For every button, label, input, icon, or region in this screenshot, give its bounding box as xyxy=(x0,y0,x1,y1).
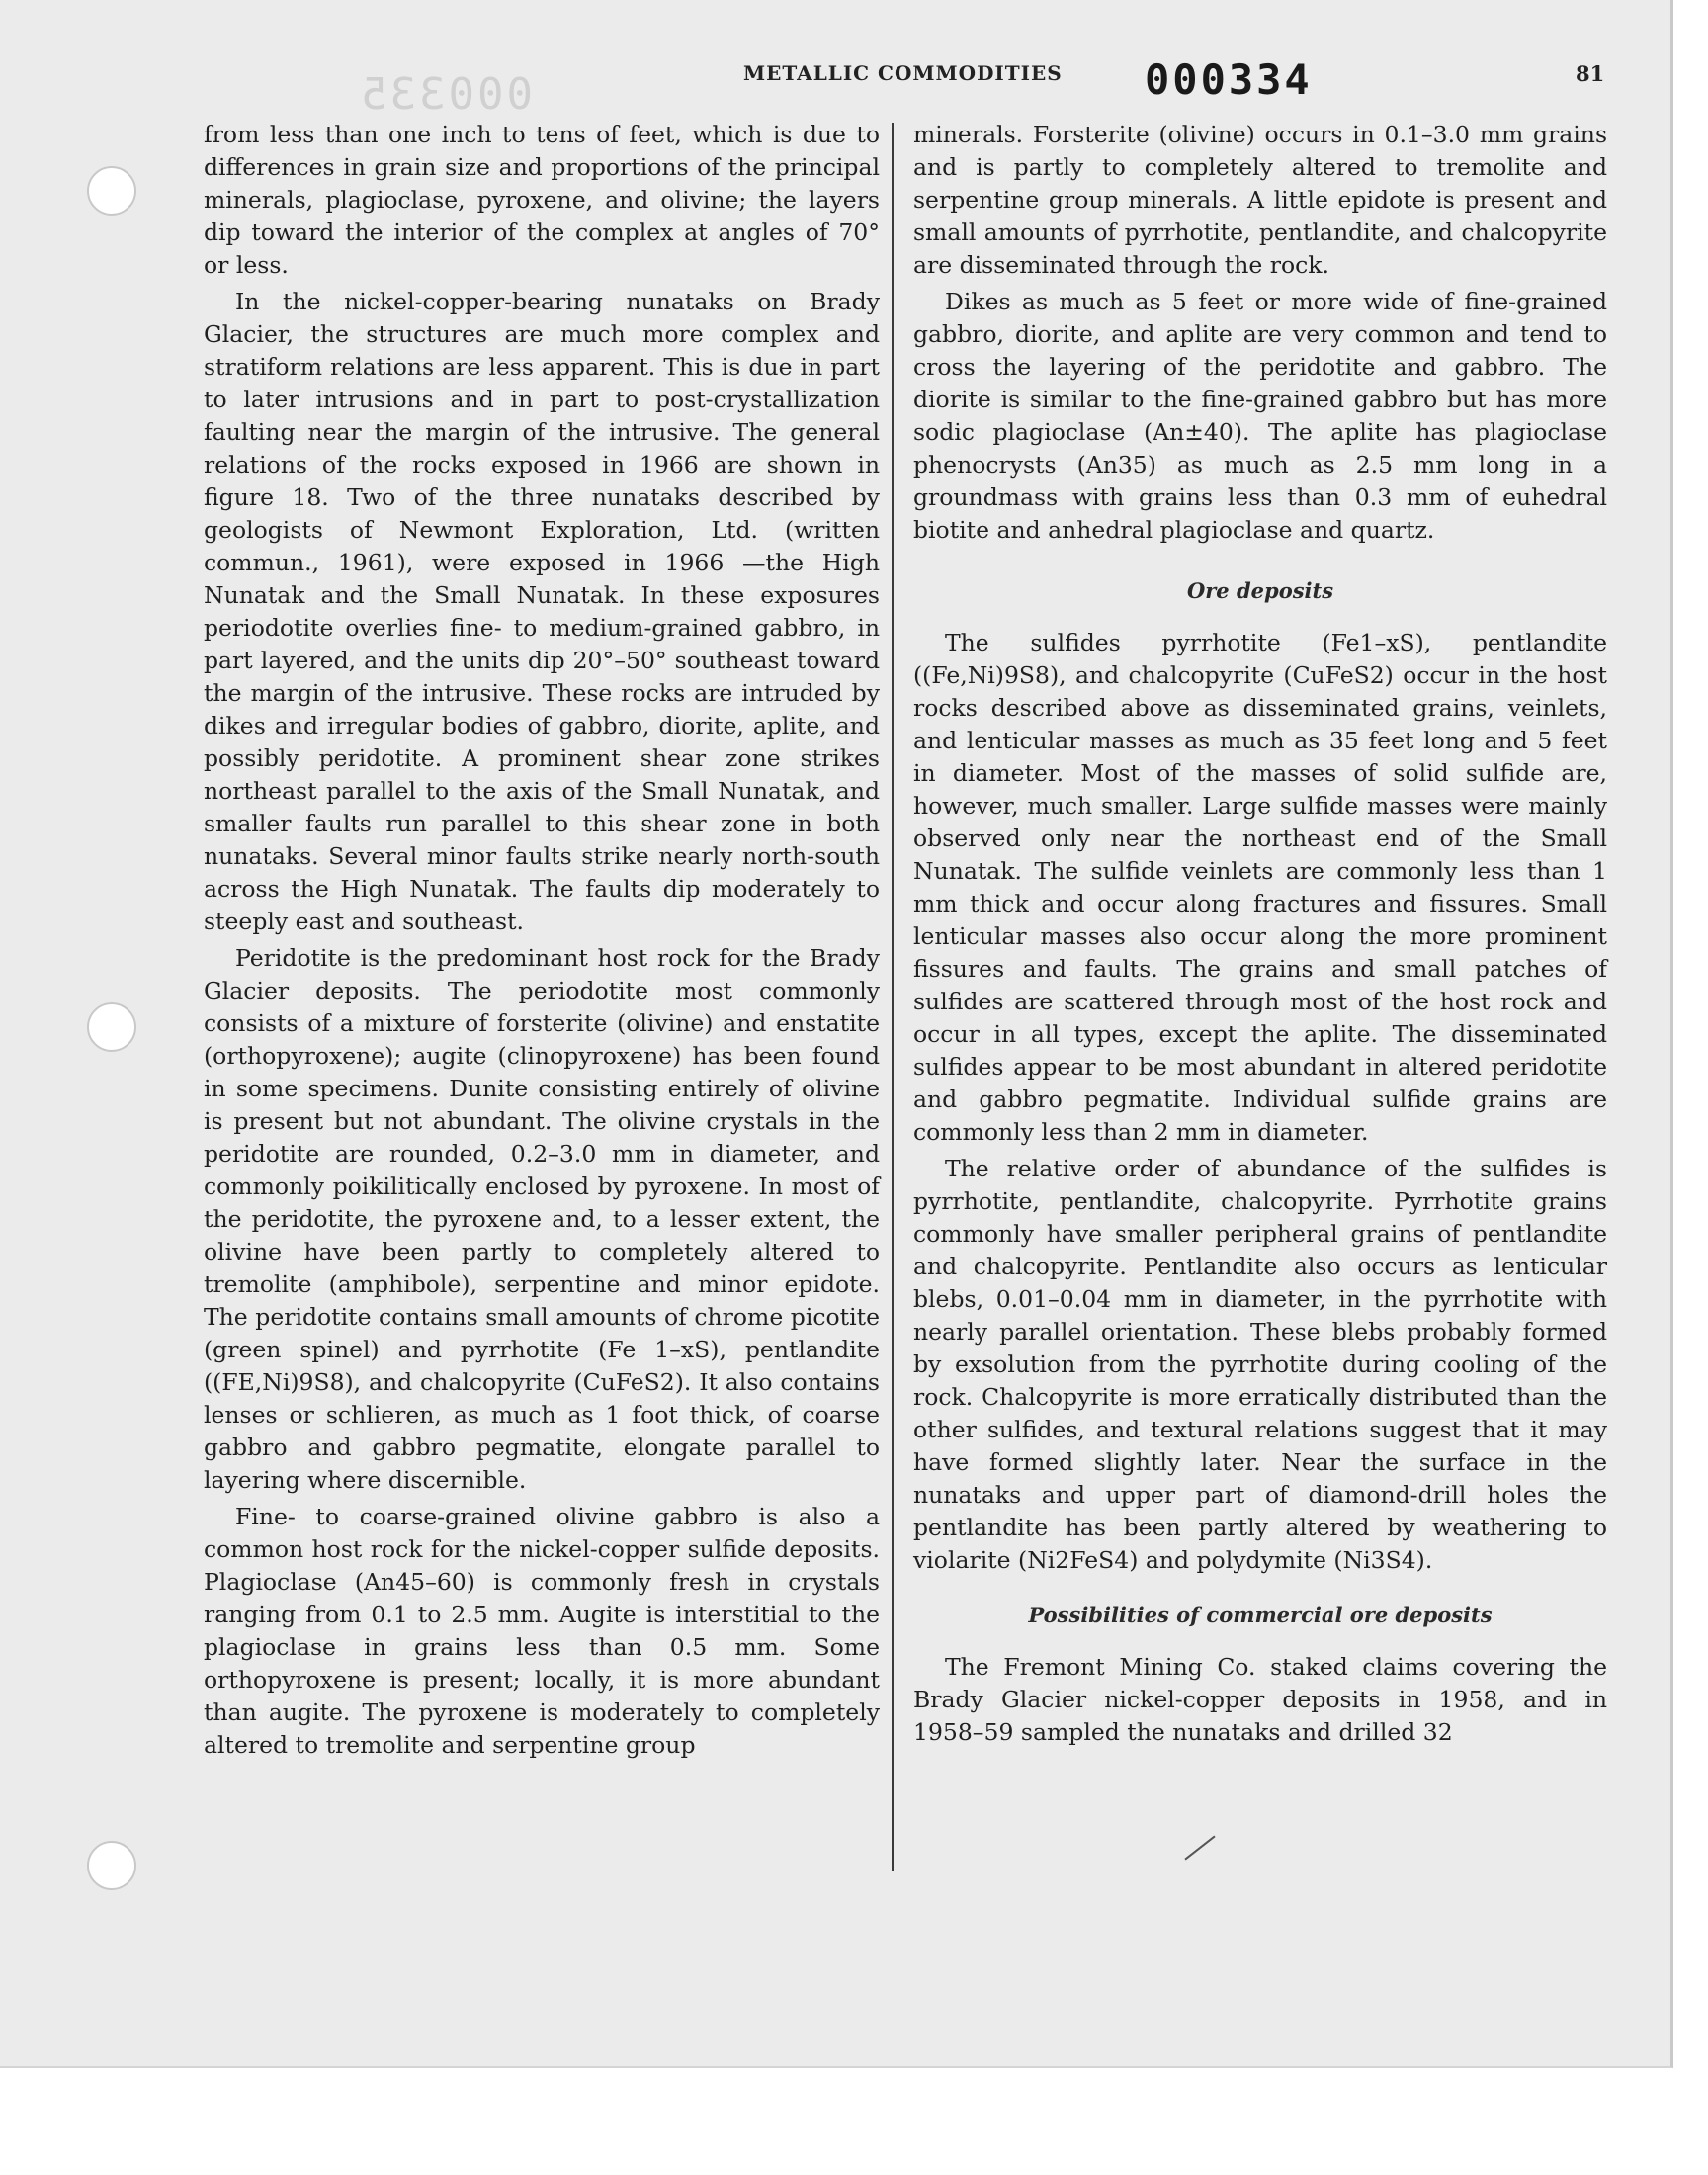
section-heading-ore-deposits: Ore deposits xyxy=(1186,578,1334,603)
document-stamp-number: 000334 xyxy=(1145,55,1313,104)
section-heading-possibilities: Possibilities of commercial ore deposits xyxy=(1028,1603,1493,1627)
page-number: 81 xyxy=(1576,61,1605,86)
paragraph: The relative order of abundance of the sulfides is pyrrhotite, pentlandite, chalcopyrite. Pyrrhotite grains commonly have smaller peripheral grains of pentlandite and chalcopyrite. Pentlandite also occurs as lenticular blebs, 0.01–0.04 mm in diameter, in the pyrrhotite with nearly parallel orientation. These blebs probably formed by exsolution from the pyrrhotite during cooling of the rock. Chalcopyrite is more erratically distributed than the other sulfides, and textural relations suggest that it may have formed slightly later. Near the surface in the nunataks and upper part of diamond-drill holes the pentlandite has been partly altered by weathering to violarite (Ni2FeS4) and polydymite (Ni3S4). xyxy=(913,1155,1607,1574)
paragraph: Dikes as much as 5 feet or more wide of fine-grained gabbro, diorite, and aplite are very common and tend to cross the layering of the peridotite and gabbro. The diorite is similar to the fine-grained gabbro but has more sodic plagioclase (An±40). The aplite has plagioclase phenocrysts (An35) as much as 2.5 mm long in a groundmass with grains less than 0.3 mm of euhedral biotite and anhedral plagioclase and quartz. xyxy=(913,288,1607,544)
paragraph: The Fremont Mining Co. staked claims covering the Brady Glacier nickel-copper deposits in 1958, and in 1958–59 sampled the nunataks and drilled 32 xyxy=(913,1653,1607,1746)
paragraph: from less than one inch to tens of feet, which is due to differences in grain size and proportions of the principal minerals, plagioclase, pyroxene, and olivine; the layers dip toward the interior of the complex at angles of 70° or less. xyxy=(204,121,880,279)
paragraph: The sulfides pyrrhotite (Fe1–xS), pentlandite ((Fe,Ni)9S8), and chalcopyrite (CuFeS2) occur in the host rocks described above as disseminated grains, veinlets, and lenticular masses as much as 35 feet long and 5 feet in diameter. Most of the masses of solid sulfide are, however, much smaller. Large sulfide masses were mainly observed only near the northeast end of the Small Nunatak. The sulfide veinlets are commonly less than 1 mm thick and occur along fractures and fissures. Small lenticular masses also occur along the more prominent fissures and faults. The grains and small patches of sulfides are scattered through most of the host rock and occur in all types, except the aplite. The disseminated sulfides appear to be most abundant in altered peridotite and gabbro pegmatite. Individual sulfide grains are commonly less than 2 mm in diameter. xyxy=(913,629,1607,1146)
column-divider xyxy=(892,123,894,1870)
paragraph: Peridotite is the predominant host rock for the Brady Glacier deposits. The periodotite most commonly consists of a mixture of forsterite (olivine) and enstatite (orthopyroxene); augite (clinopyroxene) has been found in some specimens. Dunite consisting entirely of olivine is present but not abundant. The olivine crystals in the peridotite are rounded, 0.2–3.0 mm in diameter, and commonly poikilitically enclosed by pyroxene. In most of the peridotite, the pyroxene and, to a lesser extent, the olivine have been partly to completely altered to tremolite (amphibole), serpentine and minor epidote. The peridotite contains small amounts of chrome picotite (green spinel) and pyrrhotite (Fe 1–xS), pentlandite ((FE,Ni)9S8), and chalcopyrite (CuFeS2). It also contains lenses or schlieren, as much as 1 foot thick, of coarse gabbro and gabbro pegmatite, elongate parallel to layering where discernible. xyxy=(204,944,880,1494)
paragraph: minerals. Forsterite (olivine) occurs in 0.1–3.0 mm grains and is partly to completely altered to tremolite and serpentine group minerals. A little epidote is present and small amounts of pyrrhotite, pentlandite, and chalcopyrite are disseminated through the rock. xyxy=(913,121,1607,279)
binder-hole-middle xyxy=(87,1002,136,1052)
page-header xyxy=(0,55,1670,120)
bleed-through-number: 000335 xyxy=(358,69,533,120)
paragraph: Fine- to coarse-grained olivine gabbro is also a common host rock for the nickel-copper sulfide deposits. Plagioclase (An45–60) is commonly fresh in crystals ranging from 0.1 to 2.5 mm. Augite is interstitial to the plagioclase in grains less than 0.5 mm. Some orthopyroxene is present; locally, it is more abundant than augite. The pyroxene is moderately to completely altered to tremolite and serpentine group xyxy=(204,1503,880,1759)
pencil-mark xyxy=(1184,1836,1215,1861)
binder-hole-bottom xyxy=(87,1841,136,1890)
paragraph: In the nickel-copper-bearing nunataks on Brady Glacier, the structures are much more complex and stratiform relations are less apparent. This is due in part to later intrusions and in part to post-crystallization faulting near the margin of the intrusive. The general relations of the rocks exposed in 1966 are shown in figure 18. Two of the three nunataks described by geologists of Newmont Exploration, Ltd. (written commun., 1961), were exposed in 1966 —the High Nunatak and the Small Nunatak. In these exposures periodotite overlies fine- to medium-grained gabbro, in part layered, and the units dip 20°–50° southeast toward the margin of the intrusive. These rocks are intruded by dikes and irregular bodies of gabbro, diorite, aplite, and possibly peridotite. A prominent shear zone strikes northeast parallel to the axis of the Small Nunatak, and smaller faults run parallel to this shear zone in both nunataks. Several minor faults strike nearly north-south across the High Nunatak. The faults dip moderately to steeply east and southeast. xyxy=(204,288,880,935)
running-title: METALLIC COMMODITIES xyxy=(743,61,1063,85)
right-column xyxy=(913,119,1607,1749)
left-column xyxy=(204,119,880,1762)
binder-hole-top xyxy=(87,166,136,216)
